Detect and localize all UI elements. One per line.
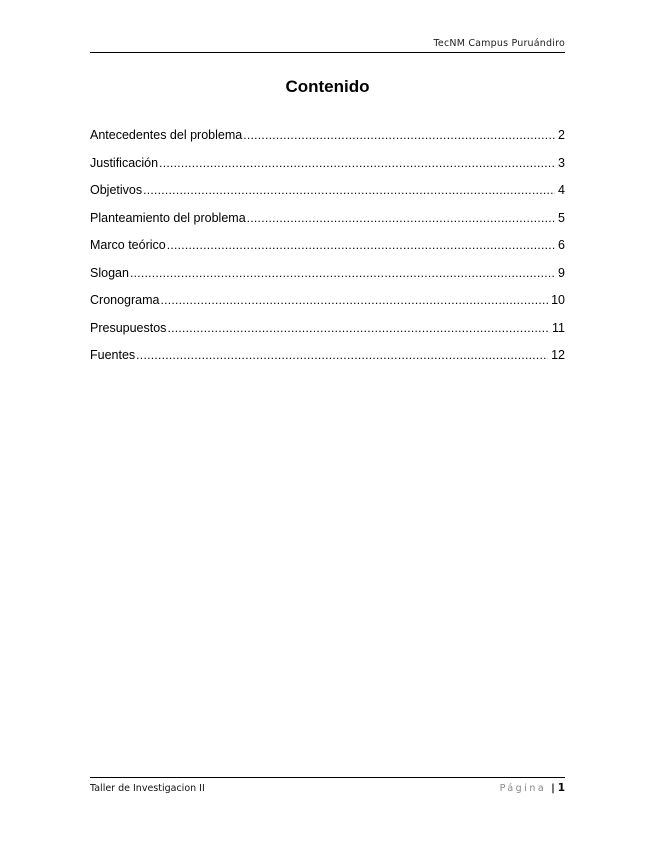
toc-leader-dots <box>160 293 548 307</box>
toc-entry-slogan[interactable] <box>90 266 565 294</box>
page-word-label: Página <box>499 782 547 794</box>
footer-course-name: Taller de Investigacion II <box>90 783 205 794</box>
toc-entry-page: 5 <box>558 210 565 225</box>
page-number: 1 <box>557 782 565 794</box>
toc-leader-dots <box>167 321 549 335</box>
toc-entry-cronograma[interactable] <box>90 293 565 321</box>
toc-entry-page: 12 <box>551 348 565 362</box>
page-header <box>90 40 565 53</box>
header-text: TecNM Campus Puruándiro <box>433 38 565 49</box>
toc-entry-planteamiento[interactable] <box>90 211 565 239</box>
footer-page-indicator <box>500 782 565 794</box>
toc-entry-label: Marco teórico <box>90 238 166 252</box>
toc-entry-objetivos[interactable] <box>90 183 565 211</box>
toc-entry-page: 6 <box>558 238 565 252</box>
toc-entry-fuentes[interactable] <box>90 348 565 376</box>
toc-leader-dots <box>143 183 555 197</box>
toc-entry-label: Presupuestos <box>90 320 167 335</box>
toc-entry-presupuestos[interactable] <box>90 321 565 349</box>
toc-leader-dots <box>159 156 555 170</box>
table-of-contents <box>90 128 565 376</box>
toc-entry-antecedentes[interactable] <box>90 128 565 156</box>
page-title: Contenido <box>285 77 370 96</box>
page-separator: | <box>551 782 555 794</box>
toc-entry-justificacion[interactable] <box>90 156 565 184</box>
toc-entry-label: Justificación <box>90 155 159 170</box>
toc-entry-label: Antecedentes del problema <box>90 128 243 142</box>
toc-leader-dots <box>136 348 548 362</box>
toc-leader-dots <box>243 128 555 142</box>
toc-entry-page: 10 <box>551 293 565 307</box>
toc-leader-dots <box>247 211 555 225</box>
toc-entry-page: 2 <box>558 128 565 142</box>
page-footer <box>90 777 565 798</box>
toc-entry-marco-teorico[interactable] <box>90 238 565 266</box>
toc-entry-label: Objetivos <box>90 183 143 197</box>
toc-entry-page: 4 <box>558 183 565 197</box>
toc-entry-page: 11 <box>552 320 565 335</box>
toc-entry-label: Planteamiento del problema <box>90 210 246 225</box>
toc-entry-page: 3 <box>558 155 565 170</box>
toc-leader-dots <box>130 266 555 280</box>
toc-entry-label: Slogan <box>90 265 129 280</box>
toc-leader-dots <box>167 238 555 252</box>
toc-entry-label: Cronograma <box>90 293 160 307</box>
toc-entry-label: Fuentes <box>90 348 136 362</box>
toc-entry-page: 9 <box>558 265 565 280</box>
